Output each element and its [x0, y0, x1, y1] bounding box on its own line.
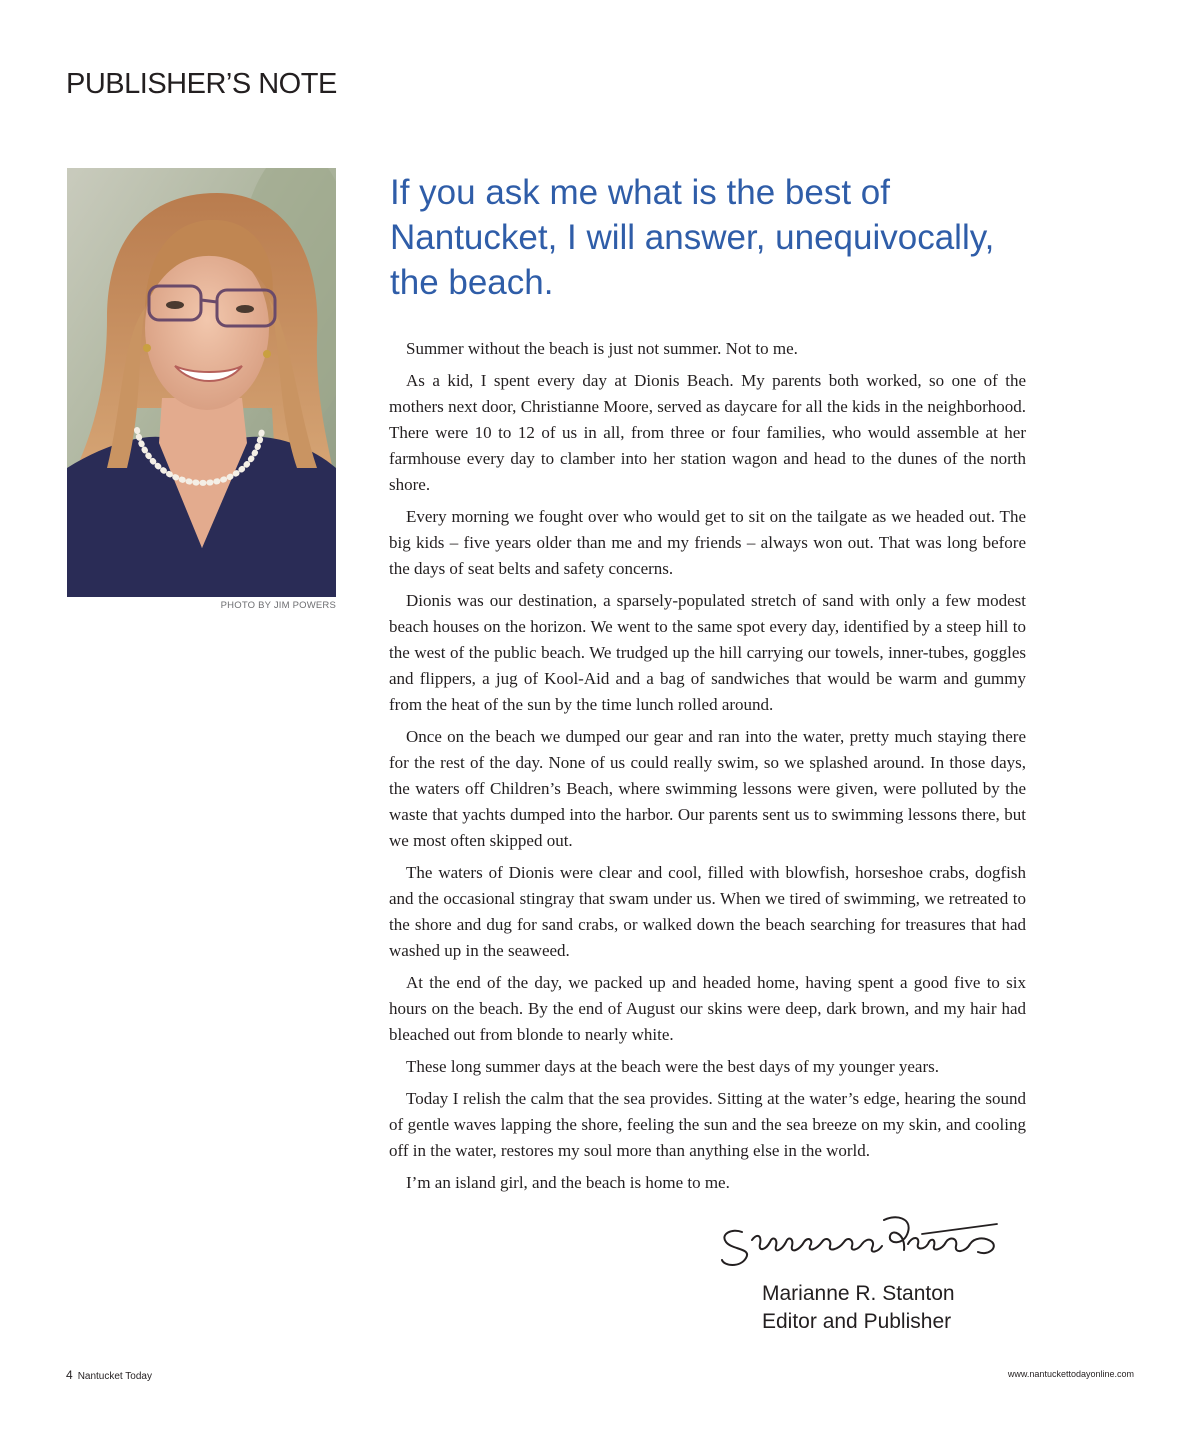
pull-quote: If you ask me what is the best of Nantucket, I will answer, unequivocally, the beach. [390, 173, 995, 302]
handwritten-signature [712, 1210, 1012, 1280]
photo-credit: PHOTO BY JIM POWERS [220, 600, 336, 611]
paragraph: Summer without the beach is just not summer. Not to me. [406, 339, 798, 358]
paragraph: Once on the beach we dumped our gear and ran into the water, pretty much staying there for the rest of the day. None of us could really swim, so we splashed around. In those days, the waters off Children’s Beach, where swimming lessons were given, were polluted by the waste that yachts dumped into the harbor. Our parents sent us to swimming lessons there, but we most often skipped out. [389, 727, 1026, 850]
footer-left [66, 1368, 152, 1382]
paragraph: The waters of Dionis were clear and cool, filled with blowfish, horseshoe crabs, dogfish and the occasional stingray that swam under us. When we tired of swimming, we retreated to the shore and dug for sand crabs, or walked down the beach searching for treasures that had washed up in the seaweed. [389, 863, 1026, 960]
paragraph: I’m an island girl, and the beach is home to me. [406, 1173, 730, 1192]
paragraph: These long summer days at the beach were the best days of my younger years. [406, 1057, 939, 1076]
signoff-name: Marianne R. Stanton [762, 1282, 955, 1305]
website-url: www.nantuckettodayonline.com [1007, 1369, 1134, 1379]
paragraph: At the end of the day, we packed up and headed home, having spent a good five to six hours on the beach. By the end of August our skins were deep, dark brown, and my hair had bleached out from blonde to nearly white. [389, 973, 1026, 1044]
paragraph: Every morning we fought over who would get to sit on the tailgate as we headed out. The big kids – five years older than me and my friends – always won out. That was long before the days of seat belts and safety concerns. [389, 507, 1026, 578]
page-number: 4 [66, 1368, 73, 1382]
paragraph: Dionis was our destination, a sparsely-populated stretch of sand with only a few modest beach houses on the horizon. We went to the same spot every day, identified by a steep hill to the west of the public beach. We trudged up the hill carrying our towels, inner-tubes, goggles and flippers, a jug of Kool-Aid and a bag of sandwiches that would be warm and gummy from the heat of the sun by the time lunch rolled around. [389, 591, 1026, 714]
signoff-title: Editor and Publisher [762, 1310, 952, 1333]
publication-name: Nantucket Today [77, 1371, 152, 1382]
publisher-portrait-photo [67, 168, 336, 597]
paragraph: As a kid, I spent every day at Dionis Beach. My parents both worked, so one of the mothers next door, Christianne Moore, served as daycare for all the kids in the neighborhood. There were 10 to 12 of us in all, from three or four families, who would assemble at her farmhouse every day to clamber into her station wagon and head to the dunes of the north shore. [389, 371, 1026, 494]
section-title: PUBLISHER’S NOTE [66, 68, 337, 100]
paragraph: Today I relish the calm that the sea provides. Sitting at the water’s edge, hearing the sound of gentle waves lapping the shore, feeling the sun and the sea breeze on my skin, and cooling off in the water, restores my soul more than anything else in the world. [389, 1089, 1026, 1160]
article-body [389, 336, 1026, 1202]
